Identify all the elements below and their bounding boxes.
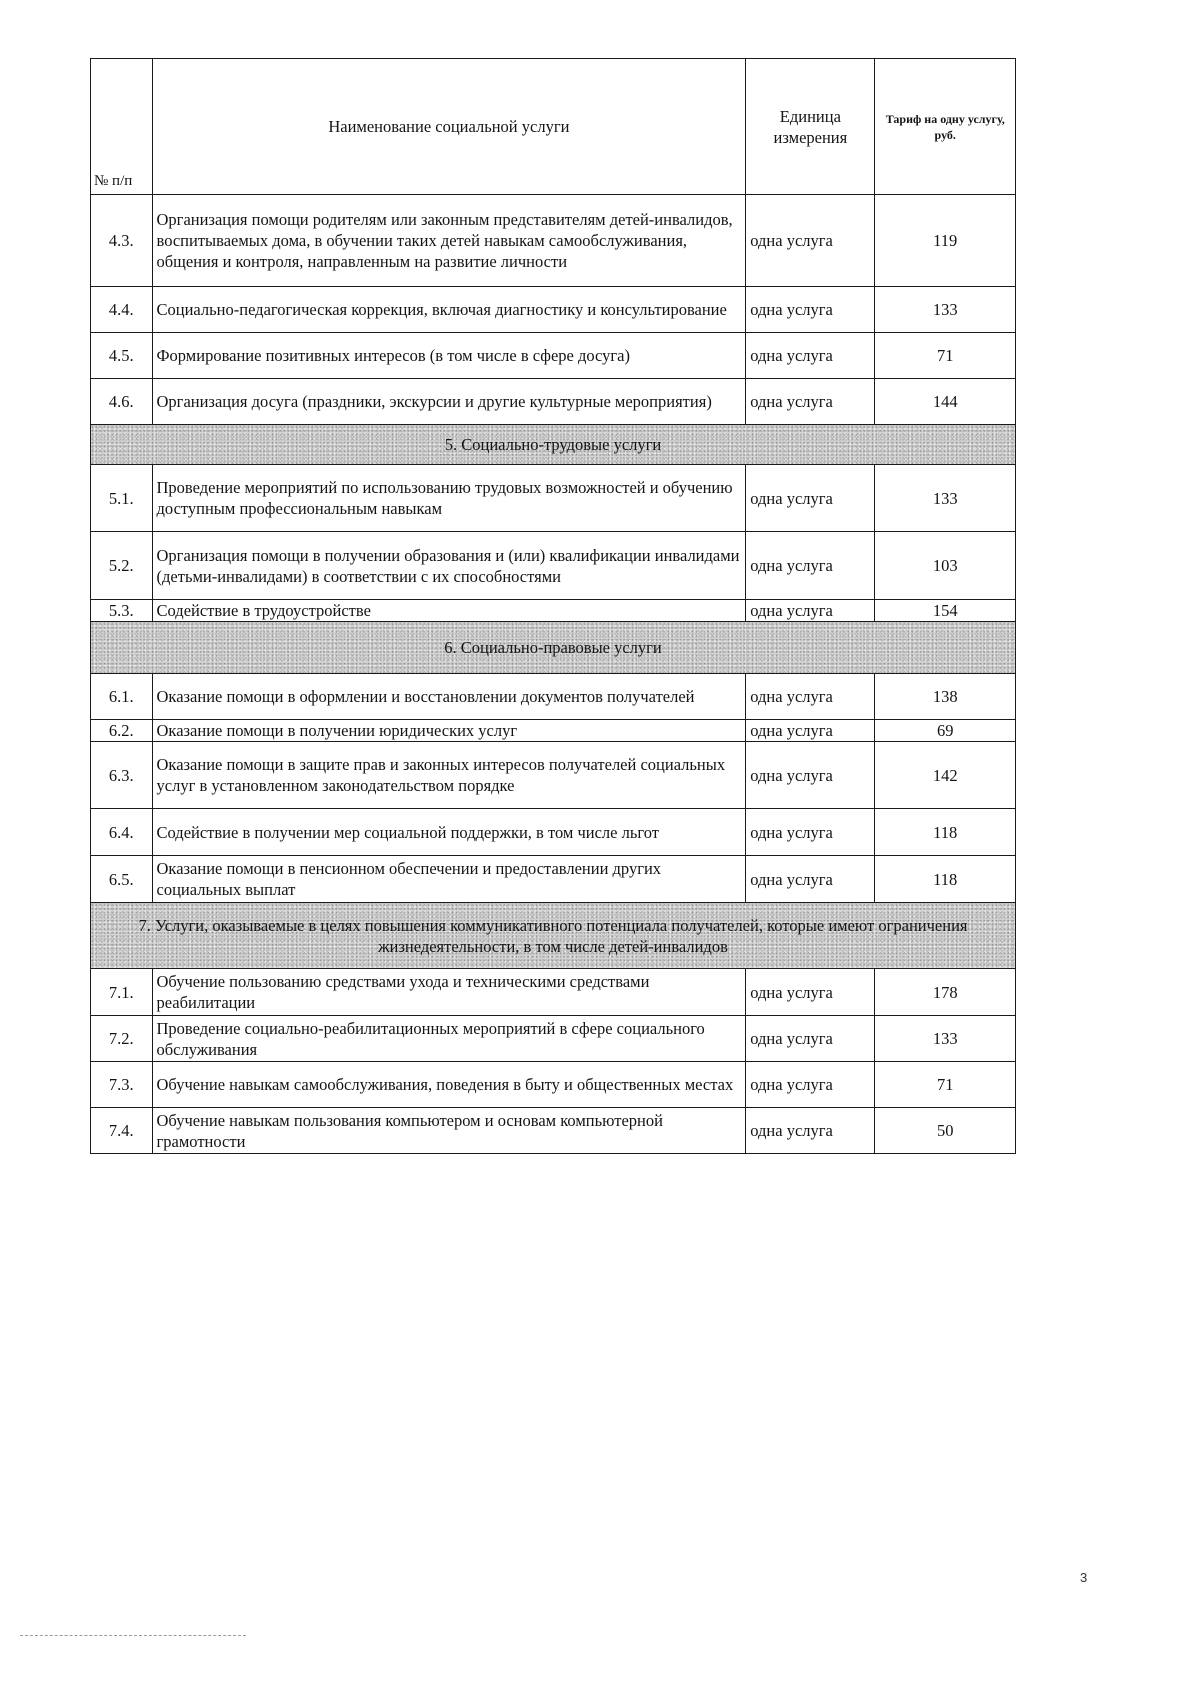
tariff-value: 178 xyxy=(875,969,1016,1016)
table-row xyxy=(91,720,1016,742)
tariff-value: 71 xyxy=(875,333,1016,379)
tariff-value: 133 xyxy=(875,465,1016,532)
header-unit: Единица измерения xyxy=(746,59,875,195)
table-row xyxy=(91,1062,1016,1108)
table-row xyxy=(91,856,1016,903)
unit-of-measure: одна услуга xyxy=(746,1108,875,1154)
table-row xyxy=(91,1108,1016,1154)
row-number: 4.3. xyxy=(91,195,153,287)
row-number: 5.2. xyxy=(91,532,153,600)
page-number: 3 xyxy=(1080,1570,1088,1585)
section-header-row xyxy=(91,622,1016,674)
unit-of-measure: одна услуга xyxy=(746,674,875,720)
service-name: Социально-педагогическая коррекция, включая диагностику и консультирование xyxy=(152,287,746,333)
tariff-value: 103 xyxy=(875,532,1016,600)
scan-artifact-line xyxy=(20,1635,246,1636)
service-name: Содействие в получении мер социальной поддержки, в том числе льгот xyxy=(152,809,746,856)
section-header-row xyxy=(91,903,1016,969)
service-name: Оказание помощи в пенсионном обеспечении и предоставлении других социальных выплат xyxy=(152,856,746,903)
service-name: Обучение навыкам самообслуживания, поведения в быту и общественных местах xyxy=(152,1062,746,1108)
service-name: Проведение социально-реабилитационных мероприятий в сфере социального обслуживания xyxy=(152,1016,746,1062)
service-name: Оказание помощи в защите прав и законных интересов получателей социальных услуг в установленном законодательством порядке xyxy=(152,742,746,809)
service-name: Формирование позитивных интересов (в том числе в сфере досуга) xyxy=(152,333,746,379)
service-name: Обучение пользованию средствами ухода и техническими средствами реабилитации xyxy=(152,969,746,1016)
row-number: 4.5. xyxy=(91,333,153,379)
unit-of-measure: одна услуга xyxy=(746,809,875,856)
unit-of-measure: одна услуга xyxy=(746,333,875,379)
row-number: 6.4. xyxy=(91,809,153,856)
table-row xyxy=(91,465,1016,532)
table-row xyxy=(91,1016,1016,1062)
row-number: 6.2. xyxy=(91,720,153,742)
table-row xyxy=(91,969,1016,1016)
row-number: 7.2. xyxy=(91,1016,153,1062)
tariff-value: 118 xyxy=(875,856,1016,903)
service-name: Оказание помощи в оформлении и восстановлении документов получателей xyxy=(152,674,746,720)
unit-of-measure: одна услуга xyxy=(746,195,875,287)
service-name: Оказание помощи в получении юридических услуг xyxy=(152,720,746,742)
table-body xyxy=(91,195,1016,1154)
tariff-value: 50 xyxy=(875,1108,1016,1154)
header-num: № п/п xyxy=(91,59,153,195)
unit-of-measure: одна услуга xyxy=(746,1062,875,1108)
unit-of-measure: одна услуга xyxy=(746,379,875,425)
service-name: Организация помощи родителям или законным представителям детей-инвалидов, воспитываемых дома, в обучении таких детей навыкам самообслуживания, общения и контроля, направленным на развитие личности xyxy=(152,195,746,287)
unit-of-measure: одна услуга xyxy=(746,856,875,903)
tariff-value: 69 xyxy=(875,720,1016,742)
section-title: 7. Услуги, оказываемые в целях повышения коммуникативного потенциала получателей, которые имеют ограничения жизнедеятельности, в том числе детей-инвалидов xyxy=(91,903,1016,969)
table-row xyxy=(91,379,1016,425)
unit-of-measure: одна услуга xyxy=(746,742,875,809)
table-row xyxy=(91,287,1016,333)
table-row xyxy=(91,809,1016,856)
header-name: Наименование социальной услуги xyxy=(152,59,746,195)
tariff-value: 119 xyxy=(875,195,1016,287)
row-number: 6.3. xyxy=(91,742,153,809)
row-number: 7.3. xyxy=(91,1062,153,1108)
table-row xyxy=(91,333,1016,379)
service-name: Организация помощи в получении образования и (или) квалификации инвалидами (детьми-инвалидами) в соответствии с их способностями xyxy=(152,532,746,600)
table-row xyxy=(91,600,1016,622)
unit-of-measure: одна услуга xyxy=(746,287,875,333)
section-title: 6. Социально-правовые услуги xyxy=(91,622,1016,674)
row-number: 4.4. xyxy=(91,287,153,333)
unit-of-measure: одна услуга xyxy=(746,600,875,622)
service-name: Обучение навыкам пользования компьютером и основам компьютерной грамотности xyxy=(152,1108,746,1154)
table-header xyxy=(91,59,1016,195)
tariff-table xyxy=(90,58,1016,1154)
tariff-value: 154 xyxy=(875,600,1016,622)
unit-of-measure: одна услуга xyxy=(746,532,875,600)
tariff-value: 133 xyxy=(875,287,1016,333)
row-number: 5.1. xyxy=(91,465,153,532)
table-row xyxy=(91,674,1016,720)
unit-of-measure: одна услуга xyxy=(746,1016,875,1062)
unit-of-measure: одна услуга xyxy=(746,465,875,532)
service-name: Содействие в трудоустройстве xyxy=(152,600,746,622)
table-row xyxy=(91,195,1016,287)
section-header-row xyxy=(91,425,1016,465)
unit-of-measure: одна услуга xyxy=(746,969,875,1016)
service-name: Проведение мероприятий по использованию трудовых возможностей и обучению доступным профессиональным навыкам xyxy=(152,465,746,532)
header-row xyxy=(91,59,1016,195)
row-number: 6.5. xyxy=(91,856,153,903)
row-number: 5.3. xyxy=(91,600,153,622)
row-number: 6.1. xyxy=(91,674,153,720)
section-title: 5. Социально-трудовые услуги xyxy=(91,425,1016,465)
tariff-value: 133 xyxy=(875,1016,1016,1062)
row-number: 4.6. xyxy=(91,379,153,425)
tariff-value: 142 xyxy=(875,742,1016,809)
tariff-value: 118 xyxy=(875,809,1016,856)
unit-of-measure: одна услуга xyxy=(746,720,875,742)
row-number: 7.1. xyxy=(91,969,153,1016)
service-name: Организация досуга (праздники, экскурсии и другие культурные мероприятия) xyxy=(152,379,746,425)
tariff-value: 138 xyxy=(875,674,1016,720)
tariff-value: 144 xyxy=(875,379,1016,425)
table-row xyxy=(91,742,1016,809)
table-row xyxy=(91,532,1016,600)
row-number: 7.4. xyxy=(91,1108,153,1154)
tariff-value: 71 xyxy=(875,1062,1016,1108)
header-tariff: Тариф на одну услугу, руб. xyxy=(875,59,1016,195)
